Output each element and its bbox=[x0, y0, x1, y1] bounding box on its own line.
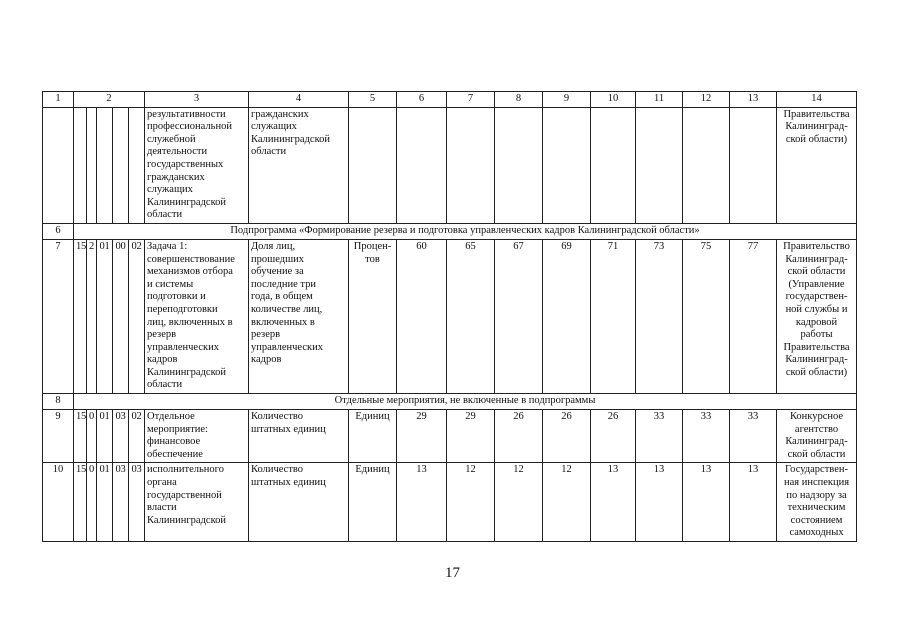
value-cell: 12 bbox=[447, 463, 495, 542]
text-line: Калининградской bbox=[147, 514, 227, 526]
text-line: Калининград- bbox=[785, 436, 848, 448]
text-line: агентство bbox=[794, 423, 839, 435]
indicator-cell bbox=[249, 410, 349, 463]
text-line: резерв bbox=[147, 329, 177, 341]
text-line: кадров bbox=[251, 354, 282, 366]
value-cell: 12 bbox=[495, 463, 543, 542]
section-title: Отдельные мероприятия, не включенные в подпрограммы bbox=[74, 394, 857, 410]
indicator-cell bbox=[249, 463, 349, 542]
text-line: Правительства bbox=[783, 108, 850, 120]
text-line: прошедших bbox=[251, 253, 305, 265]
text-line: ской области) bbox=[785, 133, 848, 145]
value-cell: 75 bbox=[683, 239, 730, 393]
text-line: года, в общем bbox=[251, 291, 313, 303]
value-cell: 26 bbox=[543, 410, 591, 463]
text-line: ской области bbox=[787, 266, 846, 278]
text-line: Конкурсное bbox=[789, 411, 844, 423]
text-line: штатных единиц bbox=[251, 477, 326, 489]
value-cell bbox=[447, 107, 495, 223]
text-line: (Управление bbox=[788, 278, 845, 290]
text-line: тов bbox=[365, 253, 380, 265]
page-number: 17 bbox=[445, 565, 460, 581]
header-cell: 6 bbox=[397, 92, 447, 108]
code-cell: 15 bbox=[74, 463, 87, 542]
header-row bbox=[43, 92, 857, 108]
row-number-cell: 8 bbox=[43, 394, 74, 410]
code-cell: 01 bbox=[97, 410, 113, 463]
text-line: финансовое bbox=[147, 436, 201, 448]
text-line: Единиц bbox=[355, 411, 390, 423]
text-line: области bbox=[251, 146, 287, 158]
value-cell bbox=[543, 107, 591, 223]
text-line: подготовки и bbox=[147, 291, 206, 303]
header-cell: 11 bbox=[636, 92, 683, 108]
text-line: самоходных bbox=[789, 527, 844, 539]
text-line: Отдельное bbox=[147, 411, 195, 423]
text-line: профессиональной bbox=[147, 121, 232, 133]
code-cell: 15 bbox=[74, 239, 87, 393]
value-cell: 33 bbox=[730, 410, 777, 463]
value-cell: 29 bbox=[397, 410, 447, 463]
value-cell: 13 bbox=[730, 463, 777, 542]
value-cell bbox=[730, 107, 777, 223]
section-title: Подпрограмма «Формирование резерва и подготовка управленческих кадров Калининградской области» bbox=[74, 223, 857, 239]
value-cell: 29 bbox=[447, 410, 495, 463]
header-cell: 3 bbox=[145, 92, 249, 108]
text-line: государственной bbox=[147, 489, 222, 501]
text-line: обучение за bbox=[251, 266, 304, 278]
text-line: ной службы и bbox=[785, 303, 848, 315]
text-line: включенных в bbox=[251, 316, 315, 328]
value-cell bbox=[591, 107, 636, 223]
name-cell bbox=[145, 239, 249, 393]
program-indicators-table bbox=[42, 91, 857, 542]
section-row bbox=[43, 394, 857, 410]
value-cell: 13 bbox=[397, 463, 447, 542]
text-line: переподготовки bbox=[147, 303, 218, 315]
text-line: служащих bbox=[251, 121, 297, 133]
unit-cell bbox=[349, 239, 397, 393]
code-cell: 03 bbox=[129, 463, 145, 542]
value-cell: 13 bbox=[683, 463, 730, 542]
code-cell: 03 bbox=[113, 410, 129, 463]
text-line: количестве лиц, bbox=[251, 303, 323, 315]
name-cell bbox=[145, 107, 249, 223]
responsible-cell bbox=[777, 410, 857, 463]
header-cell: 9 bbox=[543, 92, 591, 108]
text-line: Правительства bbox=[783, 341, 850, 353]
document-sheet bbox=[42, 91, 856, 542]
value-cell: 77 bbox=[730, 239, 777, 393]
value-cell: 33 bbox=[636, 410, 683, 463]
text-line: Правительство bbox=[783, 240, 850, 252]
header-cell: 12 bbox=[683, 92, 730, 108]
text-line: служебной bbox=[147, 133, 196, 145]
text-line: гражданских bbox=[251, 108, 309, 120]
text-line: обеспечение bbox=[147, 448, 203, 460]
text-line: кадровой bbox=[795, 316, 838, 328]
text-line: совершенствование bbox=[147, 253, 235, 265]
code-cell: 0 bbox=[87, 410, 97, 463]
text-line: лиц, включенных в bbox=[147, 316, 233, 328]
value-cell: 13 bbox=[636, 463, 683, 542]
code-cell: 01 bbox=[97, 463, 113, 542]
row-number-cell bbox=[43, 107, 74, 223]
header-cell: 2 bbox=[74, 92, 145, 108]
unit-cell bbox=[349, 107, 397, 223]
value-cell: 12 bbox=[543, 463, 591, 542]
text-line: гражданских bbox=[147, 171, 205, 183]
text-line: Задача 1: bbox=[147, 240, 188, 252]
text-line: по надзору за bbox=[786, 489, 847, 501]
text-line: государствен- bbox=[785, 291, 848, 303]
code-cell: 0 bbox=[87, 463, 97, 542]
value-cell: 65 bbox=[447, 239, 495, 393]
text-line: результативности bbox=[147, 108, 226, 120]
table-row bbox=[43, 239, 857, 393]
text-line: государственных bbox=[147, 158, 224, 170]
header-cell: 10 bbox=[591, 92, 636, 108]
text-line: Количество bbox=[251, 411, 304, 423]
value-cell: 69 bbox=[543, 239, 591, 393]
value-cell: 13 bbox=[591, 463, 636, 542]
value-cell: 33 bbox=[683, 410, 730, 463]
value-cell bbox=[636, 107, 683, 223]
text-line: органа bbox=[147, 477, 177, 489]
code-cell bbox=[113, 107, 129, 223]
header-cell: 8 bbox=[495, 92, 543, 108]
name-cell bbox=[145, 410, 249, 463]
indicator-cell bbox=[249, 107, 349, 223]
text-line: состоянием bbox=[790, 514, 843, 526]
text-line: деятельности bbox=[147, 146, 208, 158]
table-row bbox=[43, 463, 857, 542]
code-cell: 01 bbox=[97, 239, 113, 393]
value-cell: 71 bbox=[591, 239, 636, 393]
text-line: Калининград- bbox=[785, 354, 848, 366]
code-cell bbox=[87, 107, 97, 223]
text-line: Количество bbox=[251, 464, 304, 476]
text-line: Доля лиц, bbox=[251, 240, 296, 252]
value-cell bbox=[495, 107, 543, 223]
section-row bbox=[43, 223, 857, 239]
code-cell: 02 bbox=[129, 410, 145, 463]
text-line: Калининградской bbox=[147, 196, 227, 208]
value-cell: 73 bbox=[636, 239, 683, 393]
table-row-continued bbox=[43, 107, 857, 223]
code-cell: 2 bbox=[87, 239, 97, 393]
value-cell: 26 bbox=[495, 410, 543, 463]
text-line: управленческих bbox=[147, 341, 219, 353]
text-line: области bbox=[147, 379, 183, 391]
code-cell bbox=[129, 107, 145, 223]
header-cell: 7 bbox=[447, 92, 495, 108]
header-cell: 5 bbox=[349, 92, 397, 108]
text-line: штатных единиц bbox=[251, 423, 326, 435]
text-line: мероприятие: bbox=[147, 423, 208, 435]
text-line: Калининград- bbox=[785, 121, 848, 133]
row-number-cell: 7 bbox=[43, 239, 74, 393]
code-cell: 02 bbox=[129, 239, 145, 393]
text-line: исполнительного bbox=[147, 464, 224, 476]
text-line: Единиц bbox=[355, 464, 390, 476]
text-line: Процен- bbox=[353, 240, 392, 252]
header-cell: 14 bbox=[777, 92, 857, 108]
code-cell: 00 bbox=[113, 239, 129, 393]
text-line: области bbox=[147, 209, 183, 221]
text-line: работы bbox=[800, 329, 833, 341]
value-cell: 67 bbox=[495, 239, 543, 393]
value-cell: 60 bbox=[397, 239, 447, 393]
unit-cell bbox=[349, 410, 397, 463]
value-cell bbox=[397, 107, 447, 223]
row-number-cell: 6 bbox=[43, 223, 74, 239]
responsible-cell bbox=[777, 463, 857, 542]
value-cell: 26 bbox=[591, 410, 636, 463]
responsible-cell bbox=[777, 107, 857, 223]
header-cell: 13 bbox=[730, 92, 777, 108]
text-line: ской области) bbox=[785, 366, 848, 378]
text-line: Государствен- bbox=[785, 464, 848, 476]
text-line: Калининград- bbox=[785, 253, 848, 265]
text-line: Калининградской bbox=[147, 366, 227, 378]
text-line: Калининградской bbox=[251, 133, 331, 145]
value-cell bbox=[683, 107, 730, 223]
text-line: и системы bbox=[147, 278, 194, 290]
text-line: ная инспекция bbox=[783, 477, 850, 489]
text-line: кадров bbox=[147, 354, 178, 366]
text-line: управленческих bbox=[251, 341, 323, 353]
responsible-cell bbox=[777, 239, 857, 393]
text-line: ской области bbox=[787, 448, 846, 460]
text-line: последние три bbox=[251, 278, 317, 290]
name-cell bbox=[145, 463, 249, 542]
code-cell: 03 bbox=[113, 463, 129, 542]
code-cell: 15 bbox=[74, 410, 87, 463]
indicator-cell bbox=[249, 239, 349, 393]
row-number-cell: 10 bbox=[43, 463, 74, 542]
table-row bbox=[43, 410, 857, 463]
code-cell bbox=[97, 107, 113, 223]
text-line: власти bbox=[147, 502, 177, 514]
header-cell: 4 bbox=[249, 92, 349, 108]
text-line: техническим bbox=[787, 502, 846, 514]
text-line: резерв bbox=[251, 329, 281, 341]
row-number-cell: 9 bbox=[43, 410, 74, 463]
code-cell bbox=[74, 107, 87, 223]
text-line: служащих bbox=[147, 184, 193, 196]
unit-cell bbox=[349, 463, 397, 542]
header-cell: 1 bbox=[43, 92, 74, 108]
text-line: механизмов отбора bbox=[147, 266, 233, 278]
